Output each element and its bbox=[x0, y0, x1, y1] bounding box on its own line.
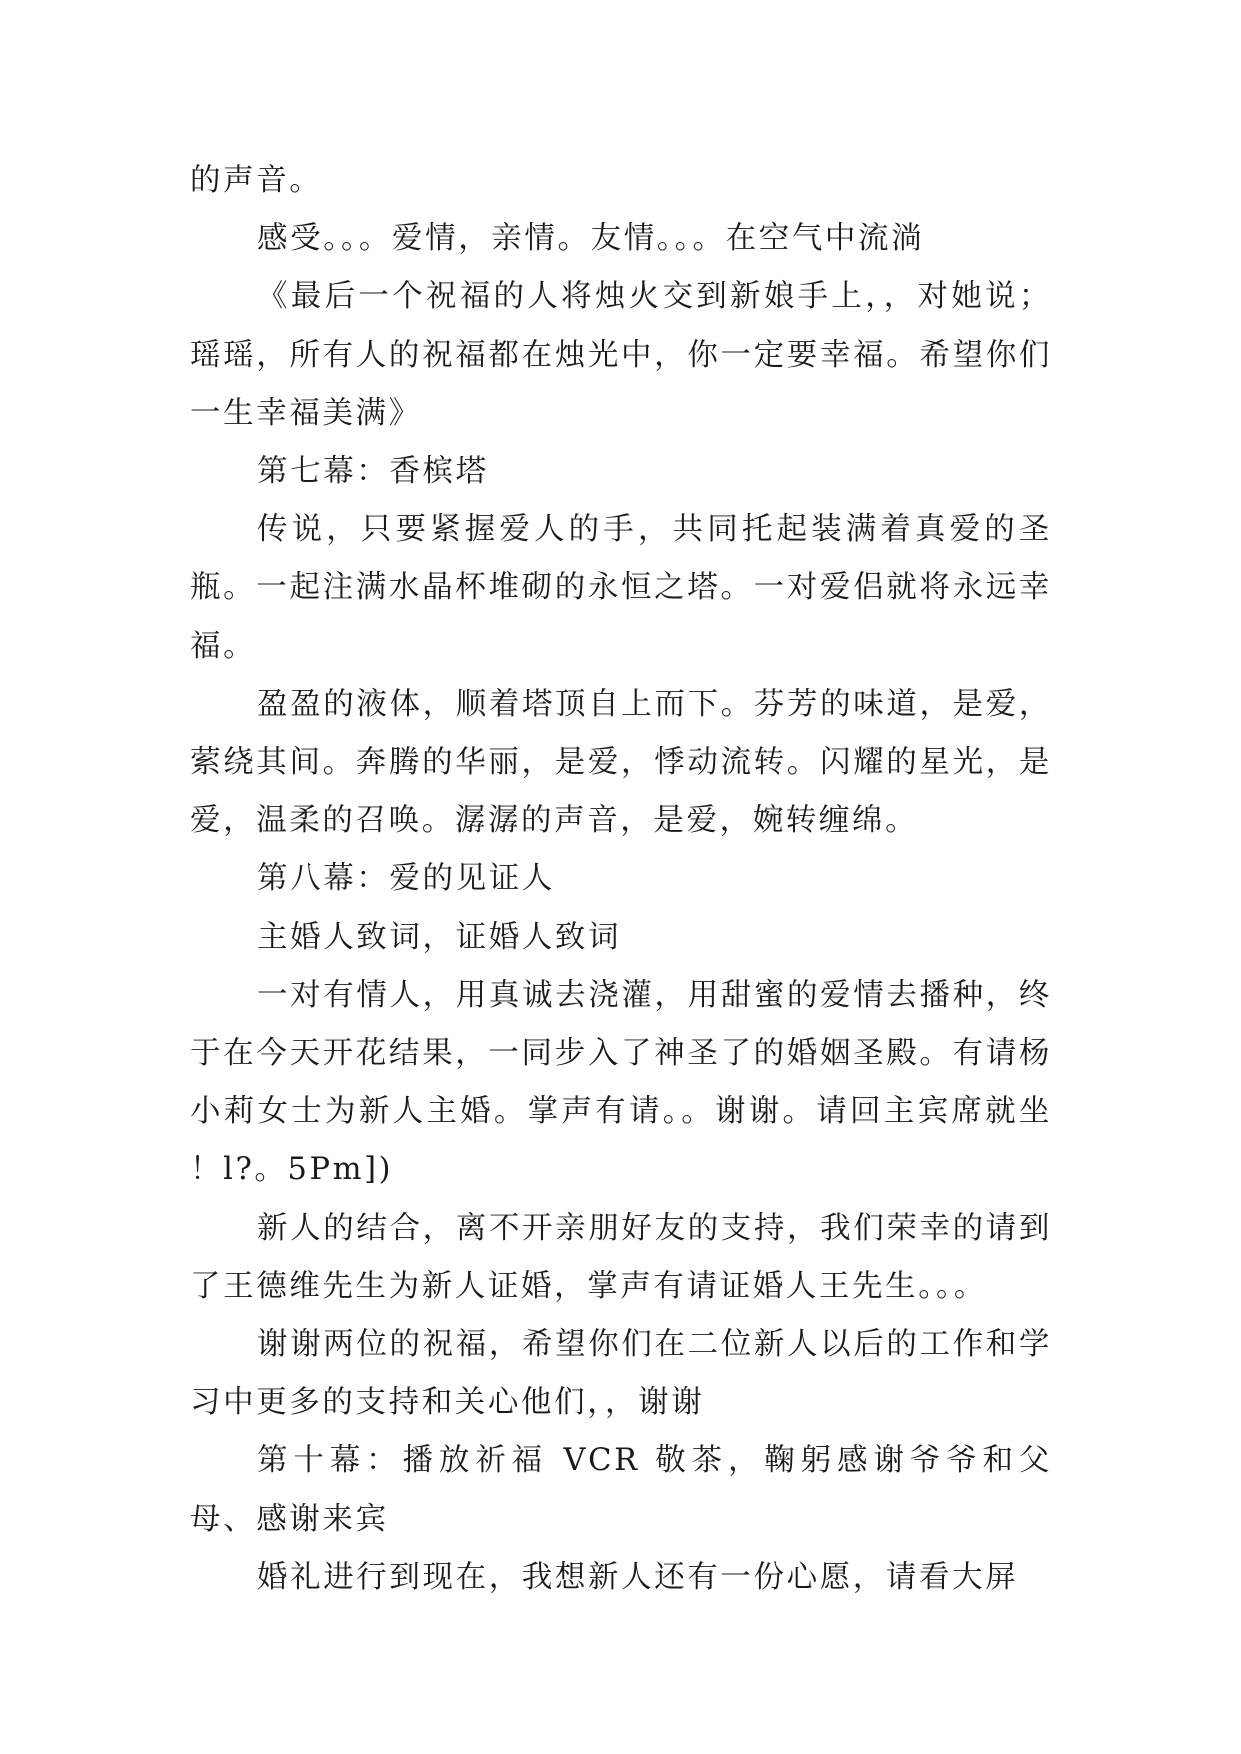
section-heading: 第十幕：播放祈福 VCR 敬茶，鞠躬感谢爷爷和父母、感谢来宾 bbox=[190, 1443, 1052, 1537]
paragraph: 的声音。 bbox=[190, 163, 323, 198]
paragraph: 主婚人致词，证婚人致词 bbox=[257, 919, 622, 955]
paragraph: 婚礼进行到现在，我想新人还有一份心愿，请看大屏 bbox=[257, 1559, 1019, 1595]
paragraph: 传说，只要紧握爱人的手，共同托起装满着真爱的圣瓶。一起注满水晶杯堆砌的永恒之塔。一对爱侣就将永远幸福。 bbox=[190, 512, 1052, 664]
paragraph: 感受。。。爱情，亲情。友情。。。在空气中流淌 bbox=[257, 221, 925, 257]
body-text bbox=[190, 152, 1052, 1607]
paragraph: 《最后一个祝福的人将烛火交到新娘手上，，对她说；瑶瑶，所有人的祝福都在烛光中，你一定要幸福。希望你们一生幸福美满》 bbox=[190, 279, 1052, 431]
paragraph: 新人的结合，离不开亲朋好友的支持，我们荣幸的请到了王德维先生为新人证婚，掌声有请证婚人王先生。。。 bbox=[190, 1210, 1052, 1304]
paragraph: 一对有情人，用真诚去浇灌，用甜蜜的爱情去播种，终于在今天开花结果，一同步入了神圣了的婚姻圣殿。有请杨小莉女士为新人主婚。掌声有请。。谢谢。请回主宾席就坐 ！l?。5Pm]) bbox=[190, 977, 1052, 1188]
paragraph: 盈盈的液体，顺着塔顶自上而下。芬芳的味道，是爱，萦绕其间。奔腾的华丽，是爱，悸动流转。闪耀的星光，是爱，温柔的召唤。潺潺的声音，是爱，婉转缠绵。 bbox=[190, 686, 1052, 839]
paragraph: 谢谢两位的祝福，希望你们在二位新人以后的工作和学习中更多的支持和关心他们，，谢谢 bbox=[190, 1327, 1052, 1421]
section-heading: 第七幕：香槟塔 bbox=[257, 454, 489, 490]
section-heading: 第八幕：爱的见证人 bbox=[257, 861, 555, 897]
